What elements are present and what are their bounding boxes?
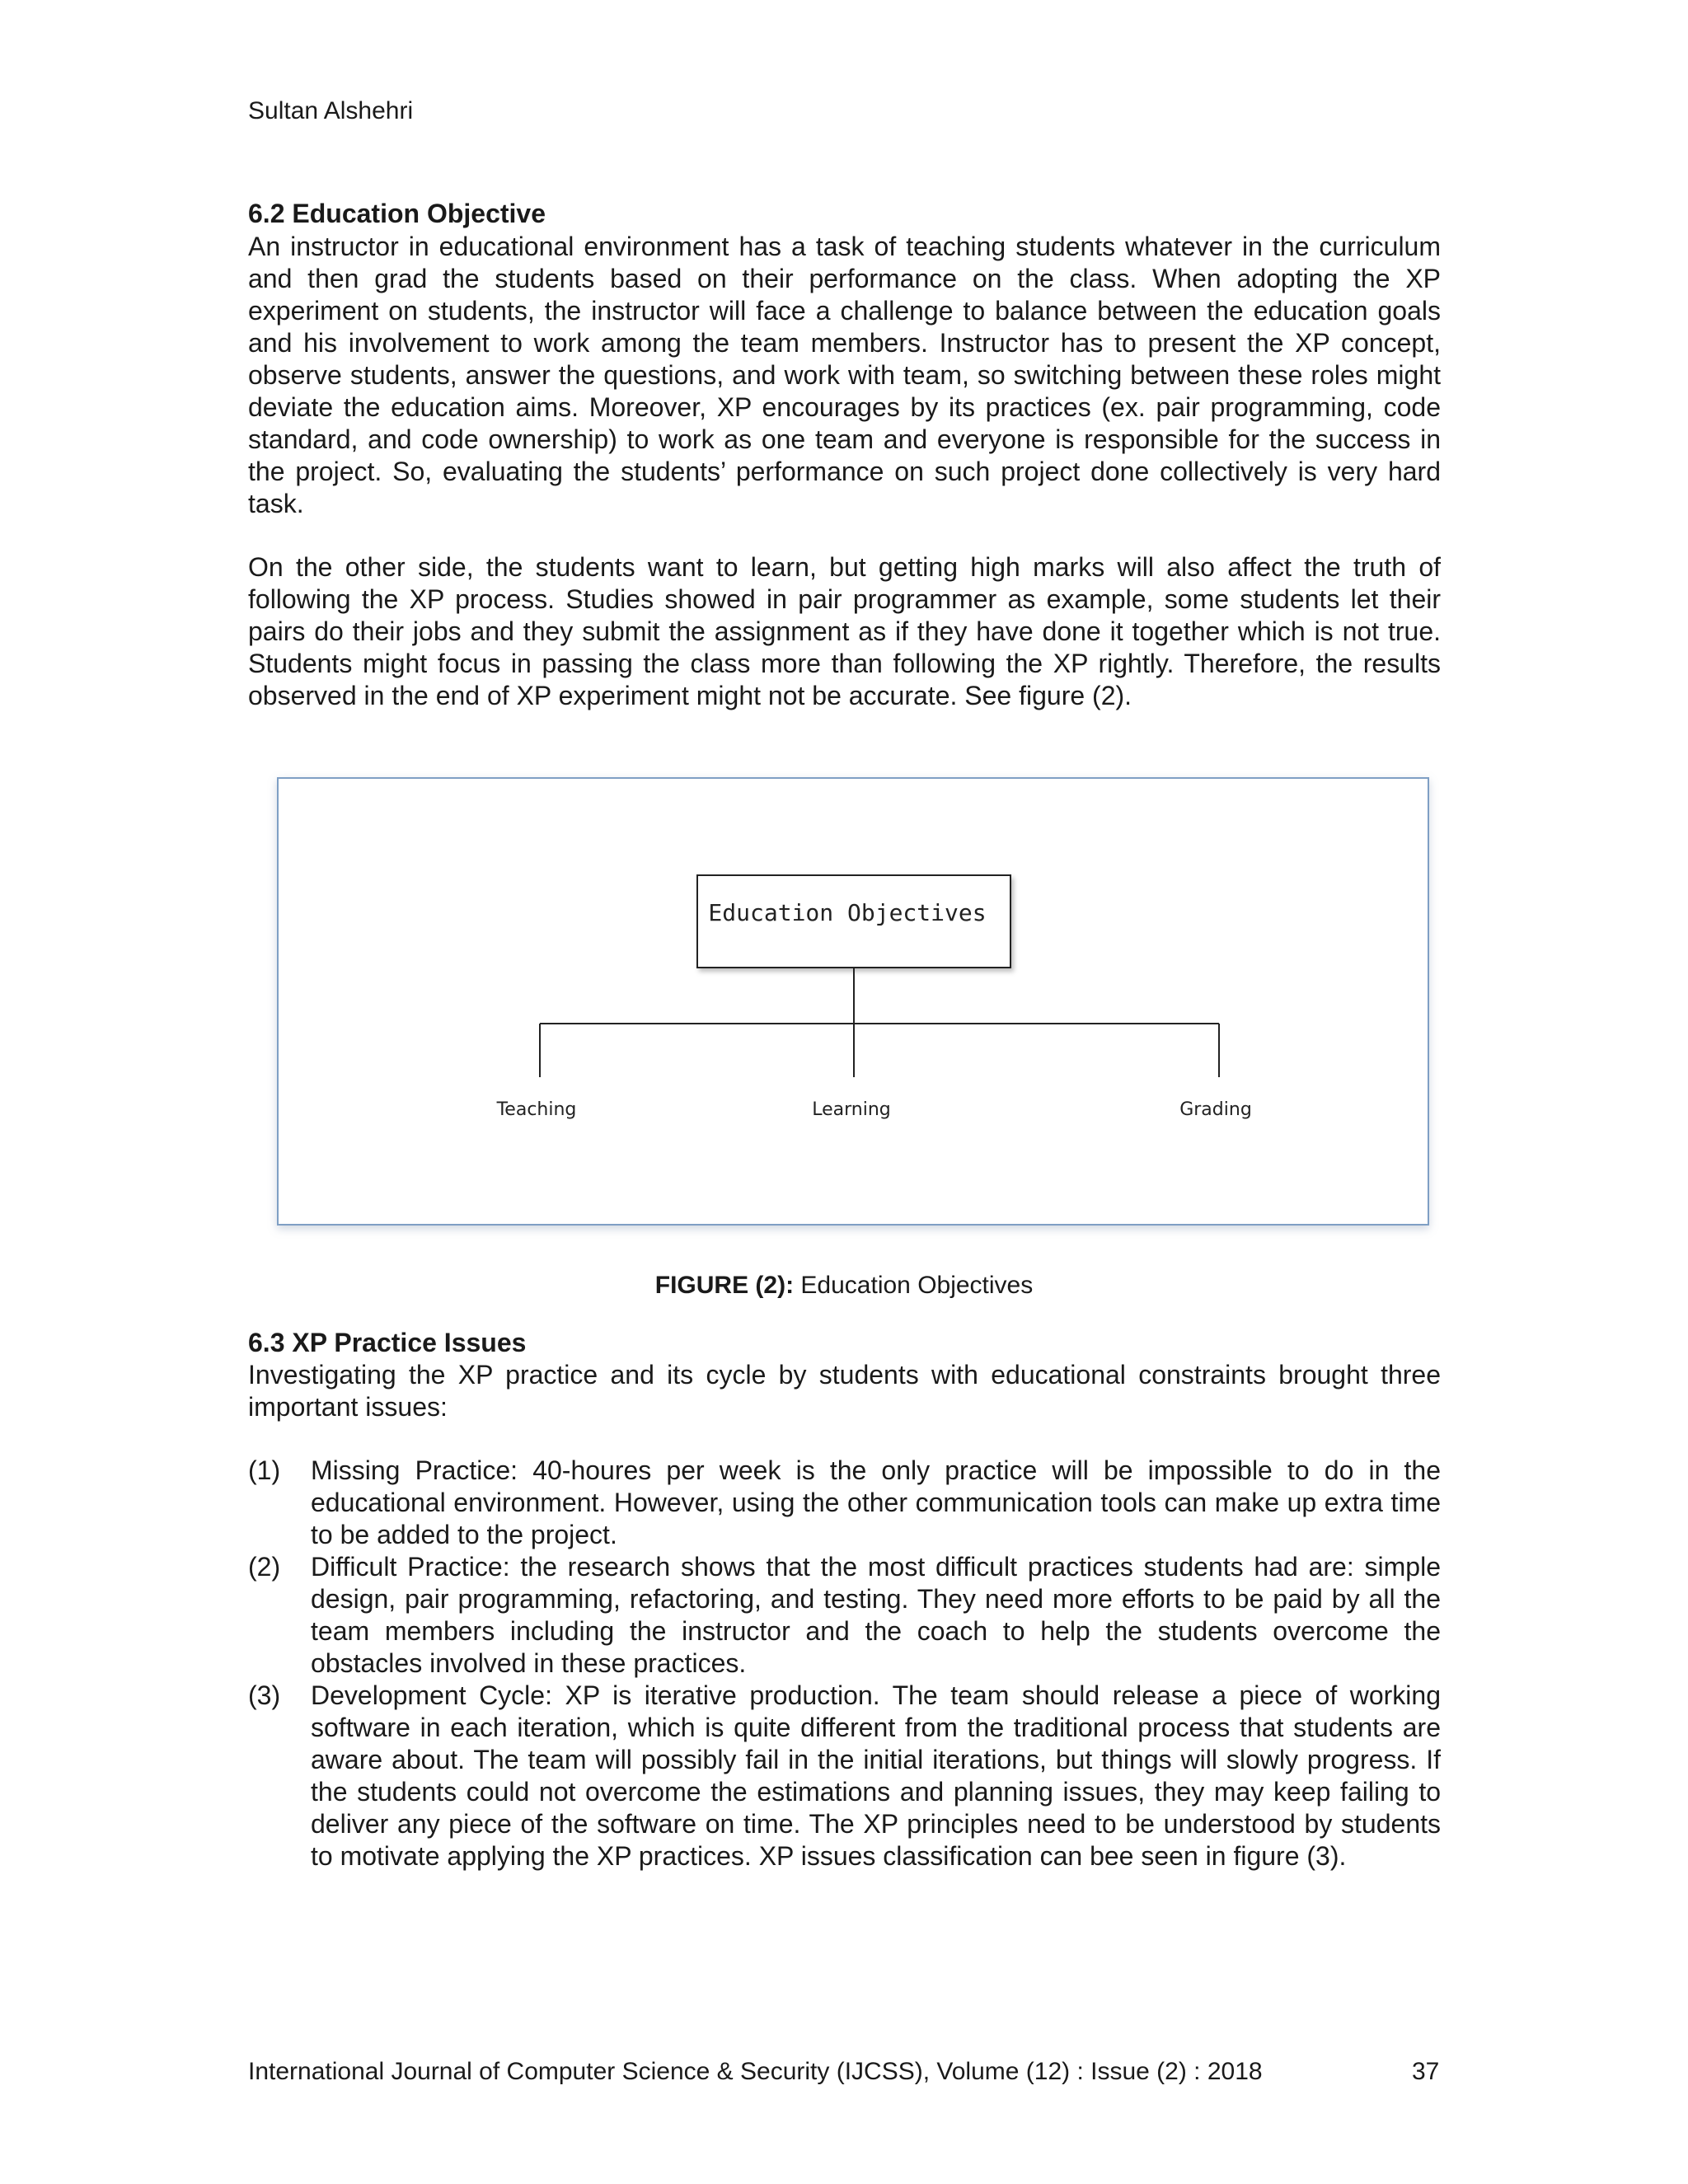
paragraph-xp-practice-intro: Investigating the XP practice and its cycle by students with educational constraints brought three important issues: bbox=[248, 1360, 1441, 1422]
list-item-text: Difficult Practice: the research shows that the most difficult practices students had are: simple design, pair programming, refactoring, and testing. They need more efforts to be paid by all the team members including the instructor and the coach to help the students overcome the obstacles involved in these practices. bbox=[311, 1552, 1441, 1678]
child-node-learning: Learning bbox=[812, 1099, 891, 1120]
list-item bbox=[248, 1455, 1441, 1551]
education-objectives-diagram bbox=[279, 779, 1428, 1224]
child-node-teaching: Teaching bbox=[496, 1099, 577, 1120]
figure-2-frame bbox=[277, 777, 1429, 1226]
list-item-number: (3) bbox=[248, 1680, 281, 1710]
list-item bbox=[248, 1680, 1441, 1872]
figure-caption-text: Education Objectives bbox=[800, 1272, 1034, 1299]
paragraph-education-objective-2: On the other side, the students want to learn, but getting high marks will also affect the truth of following the XP process. Studies showed in pair programmer as example, some students let their pairs do their jobs and they submit the assignment as if they have done it together which is not true. Students might focus in passing the class more than following the XP rightly. Therefore, the results observed in the end of XP experiment might not be accurate. See figure (2). bbox=[248, 552, 1441, 710]
running-header-author: Sultan Alshehri bbox=[248, 97, 414, 124]
issues-list bbox=[248, 1455, 1441, 1872]
footer-page-number: 37 bbox=[1412, 2058, 1440, 2085]
paragraph-education-objective-1: An instructor in educational environment has a task of teaching students whatever in the curriculum and then grad the students based on their performance on the class. When adopting the XP experiment on students, the instructor will face a challenge to balance between the education goals and his involvement to work among the team members. Instructor has to present the XP concept, observe students, answer the questions, and work with team, so switching between these roles might deviate the education aims. Moreover, XP encourages by its practices (ex. pair programming, code standard, and code ownership) to work as one team and everyone is responsible for the success in the project. So, evaluating the students’ performance on such project done collectively is very hard task. bbox=[248, 232, 1441, 518]
child-node-grading: Grading bbox=[1179, 1099, 1252, 1120]
figure-caption-label: FIGURE (2): bbox=[654, 1272, 795, 1299]
figure-2-caption bbox=[0, 1272, 1688, 1300]
list-item-text: Missing Practice: 40-houres per week is the only practice will be impossible to do in the educational environment. However, using the other communication tools can make up extra time to be added to the project. bbox=[311, 1455, 1441, 1549]
footer-journal: International Journal of Computer Science & Security (IJCSS), Volume (12) : Issue (2) : 2018 bbox=[248, 2058, 1263, 2085]
list-item bbox=[248, 1551, 1441, 1680]
list-item-number: (1) bbox=[248, 1455, 281, 1485]
list-item-number: (2) bbox=[248, 1552, 281, 1582]
list-item-text: Development Cycle: XP is iterative production. The team should release a piece of working software in each iteration, which is quite different from the traditional process that students are aware about. The team will possibly fail in the initial iterations, but things will slowly progress. If the students could not overcome the estimations and planning issues, they may keep failing to deliver any piece of the software on time. The XP principles need to be understood by students to motivate applying the XP practices. XP issues classification can bee seen in figure (3). bbox=[311, 1680, 1441, 1871]
section-heading-6-2: 6.2 Education Objective bbox=[248, 199, 546, 228]
section-heading-6-3: 6.3 XP Practice Issues bbox=[248, 1328, 527, 1357]
root-node-label: Education Objectives bbox=[708, 899, 987, 926]
